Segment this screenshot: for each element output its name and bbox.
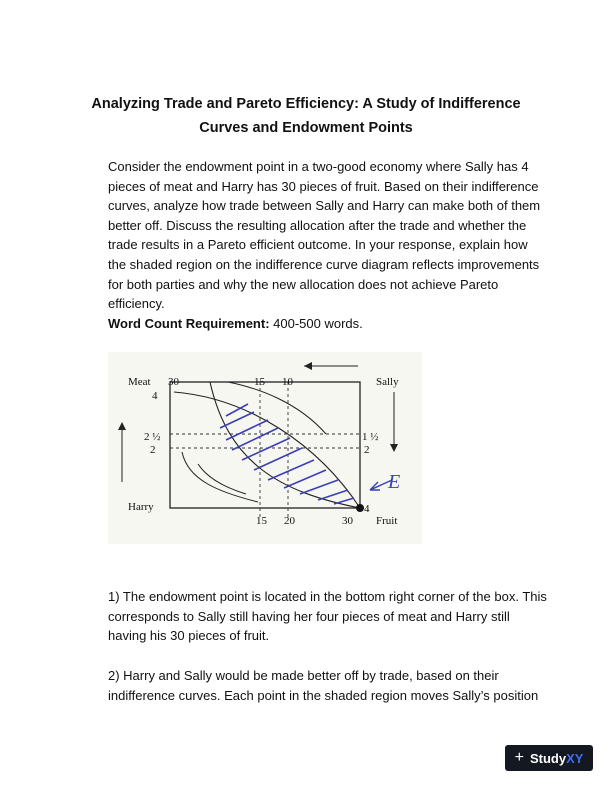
title-line-1: Analyzing Trade and Pareto Efficiency: A Study of Indifference <box>91 96 521 112</box>
answer-2-paragraph: 2) Harry and Sally would be made better off by trade, based on their indifference curves. Each point in the shaded region moves Sally’s position <box>108 668 539 703</box>
sally-label: Sally <box>376 376 399 388</box>
title-line-2: Curves and Endowment Points <box>199 120 413 136</box>
bottom-tick-15: 15 <box>256 515 267 527</box>
word-count-line <box>108 314 548 334</box>
bottom-tick-30: 30 <box>342 515 353 527</box>
word-count-value: 400-500 words. <box>269 316 363 331</box>
endowment-point <box>356 504 364 512</box>
right-tick-1-half: 1 ½ <box>362 431 379 443</box>
meat-label: Meat <box>128 376 151 388</box>
studyxy-badge[interactable] <box>505 745 593 771</box>
e-label: E <box>388 471 401 493</box>
plus-icon: + <box>514 749 524 766</box>
document-title <box>60 92 552 140</box>
badge-brand-xy: XY <box>566 750 584 766</box>
left-tick-2: 2 <box>150 444 156 456</box>
top-tick-10: 10 <box>282 376 293 388</box>
top-tick-15: 15 <box>254 376 265 388</box>
edgeworth-box-figure <box>108 352 422 544</box>
harry-label: Harry <box>128 501 154 513</box>
question-paragraph: Consider the endowment point in a two-good economy where Sally has 4 pieces of meat and Harry has 30 pieces of fruit. Based on their indifference curves, analyze how trade between Sally and Harry can make both of them better off. Discuss the resulting allocation after the trade and whether the trade results in a Pareto efficient outcome. In your response, explain how the shaded region on the indifference curve diagram reflects improvements for both parties and why the new allocation does not achieve Pareto efficiency. <box>108 159 541 312</box>
right-tick-2: 2 <box>364 444 370 456</box>
left-tick-2-half: 2 ½ <box>144 431 161 443</box>
fruit-label: Fruit <box>376 515 398 527</box>
word-count-label: Word Count Requirement: <box>108 316 270 331</box>
answer-1-paragraph: 1) The endowment point is located in the bottom right corner of the box. This corresponds to Sally still having her four pieces of meat and Harry still having his 30 pieces of fruit. <box>108 589 547 644</box>
top-tick-30: 30 <box>168 376 179 388</box>
badge-brand: Study <box>529 750 567 766</box>
bottom-tick-20: 20 <box>284 515 295 527</box>
bottom-tick-4: 4 <box>364 503 370 515</box>
left-tick-4: 4 <box>152 390 158 402</box>
